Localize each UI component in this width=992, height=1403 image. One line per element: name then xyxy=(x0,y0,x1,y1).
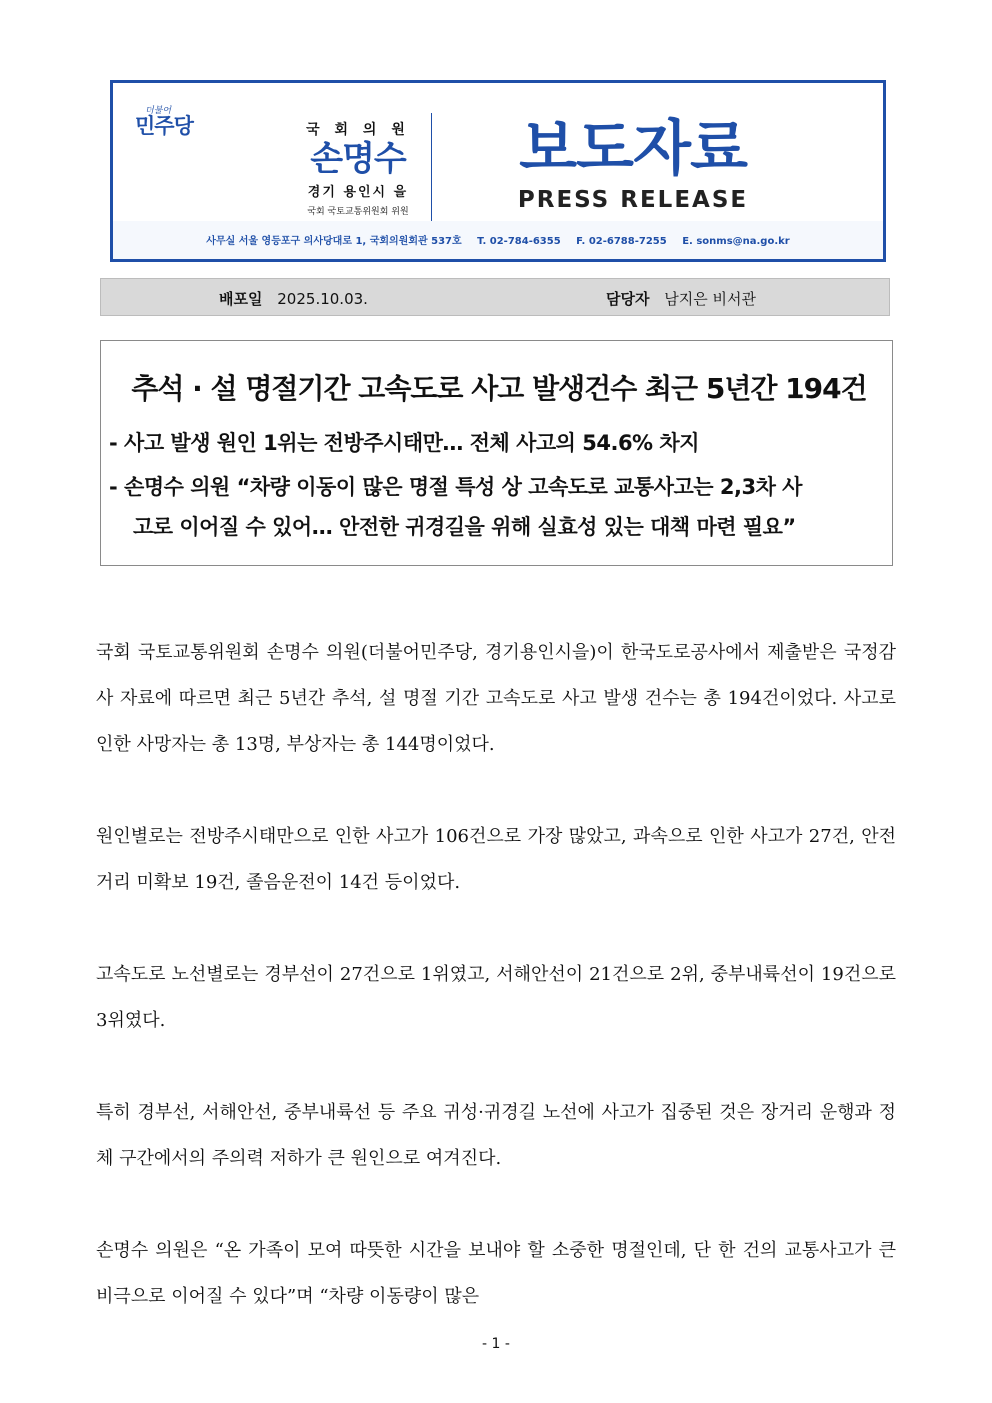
office-address: 서울 영등포구 의사당대로 1, 국회의원회관 537호 xyxy=(238,236,462,247)
headline-subtitle-2 xyxy=(109,467,887,547)
tel-value: 02-784-6355 xyxy=(489,236,561,247)
headline-box xyxy=(100,340,893,566)
fax-label: F. xyxy=(576,236,586,247)
press-release-title-block xyxy=(513,114,753,213)
press-release-title: 보도자료 xyxy=(519,114,747,184)
fax-value: 02-6788-7255 xyxy=(588,236,667,247)
party-logo-small-text: 더불어 xyxy=(145,106,172,116)
headline-title: 추석 · 설 명절기간 고속도로 사고 발생건수 최근 5년간 194건 xyxy=(131,372,867,405)
body-paragraph-1: 국회 국토교통위원회 손명수 의원(더불어민주당, 경기용인시을)이 한국도로공사에서 제출받은 국정감사 자료에 따르면 최근 5년간 추석, 설 명절 기간 고속도로 사고 발생 건수는 총 194건이었다. 사고로 인한 사망자는 총 13명, 부상자는 총 144명이었다. xyxy=(96,642,896,755)
office-label: 사무실 xyxy=(206,236,236,247)
email-label: E. xyxy=(682,236,693,247)
member-info xyxy=(283,119,433,217)
release-contact xyxy=(606,288,756,309)
release-info-bar xyxy=(100,278,890,316)
party-logo-name: 민주당 xyxy=(135,114,193,138)
member-committee: 국회 국토교통위원회 위원 xyxy=(307,207,409,217)
body-paragraph-3: 고속도로 노선별로는 경부선이 27건으로 1위였고, 서해안선이 21건으로 2위, 중부내륙선이 19건으로 3위였다. xyxy=(96,964,896,1031)
press-release-banner xyxy=(110,80,886,262)
article-body xyxy=(96,630,896,1366)
release-contact-value: 남지은 비서관 xyxy=(664,290,756,308)
member-name: 손명수 xyxy=(310,139,406,179)
release-date xyxy=(219,288,368,309)
party-logo xyxy=(135,103,193,136)
member-district: 경기 용인시 을 xyxy=(307,185,409,200)
body-paragraph-2: 원인별로는 전방주시태만으로 인한 사고가 106건으로 가장 많았고, 과속으로 인한 사고가 27건, 안전거리 미확보 19건, 졸음운전이 14건 등이었다. xyxy=(96,826,896,893)
page-number: - 1 - xyxy=(482,1336,510,1352)
headline-subtitle-1: - 사고 발생 원인 1위는 전방주시태만… 전체 사고의 54.6% 차지 xyxy=(109,431,699,455)
body-paragraph-5: 손명수 의원은 “온 가족이 모여 따뜻한 시간을 보내야 할 소중한 명절인데, 단 한 건의 교통사고가 큰 비극으로 이어질 수 있다”며 “차량 이동량이 많은 xyxy=(96,1240,896,1307)
headline-subtitle-2-line-1: - 손명수 의원 “차량 이동이 많은 명절 특성 상 고속도로 교통사고는 2,3차 사 xyxy=(109,475,802,499)
release-date-value: 2025.10.03. xyxy=(277,290,368,308)
body-paragraph-4: 특히 경부선, 서해안선, 중부내륙선 등 주요 귀성·귀경길 노선에 사고가 집중된 것은 장거리 운행과 정체 구간에서의 주의력 저하가 큰 원인으로 여겨진다. xyxy=(96,1102,896,1169)
headline-subtitle-2-line-2: 고로 이어질 수 있어… 안전한 귀경길을 위해 실효성 있는 대책 마련 필요” xyxy=(133,515,796,539)
release-contact-label: 담당자 xyxy=(606,290,650,308)
press-release-subtitle: PRESS RELEASE xyxy=(517,187,749,213)
banner-divider xyxy=(431,113,432,225)
contact-line xyxy=(113,232,883,247)
email-value[interactable]: sonms@na.go.kr xyxy=(696,236,790,247)
release-date-label: 배포일 xyxy=(219,290,263,308)
member-title: 국 회 의 원 xyxy=(306,122,410,138)
tel-label: T. xyxy=(477,236,487,247)
